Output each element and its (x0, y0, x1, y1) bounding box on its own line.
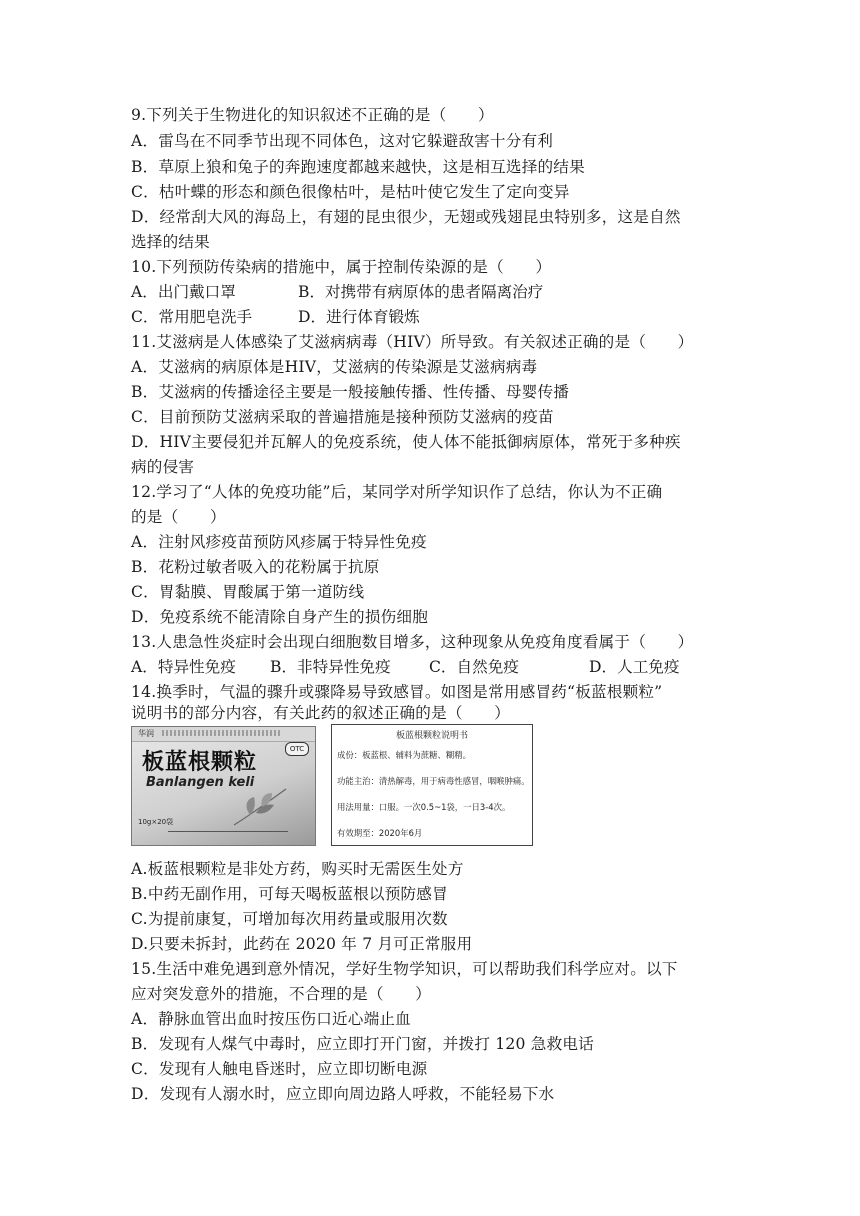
package-fine-print (162, 730, 282, 736)
q13-option-a: A．特异性免疫 (131, 658, 236, 676)
instruction-leaflet (331, 724, 533, 846)
q14-option-b: B.中药无副作用，可每天喝板蓝根以预防感冒 (131, 885, 448, 903)
q11-option-b: B．艾滋病的传播途径主要是一般接触传播、性传播、母婴传播 (131, 383, 570, 401)
otc-badge: OTC (285, 742, 309, 756)
q14-option-d: D.只要未拆封，此药在 2020 年 7 月可正常服用 (131, 935, 473, 953)
q12-stem: 12.学习了“人体的免疫功能”后，某同学对所学知识作了总结，你认为不正确 (131, 483, 663, 501)
package-pinyin: Banlangen keli (146, 775, 255, 790)
q14-stem: 14.换季时，气温的骤升或骤降易导致感冒。如图是常用感冒药“板蓝根颗粒” (131, 683, 663, 701)
package-spec: 10g×20袋 (138, 818, 174, 826)
medicine-figure (131, 724, 533, 846)
q14-option-c: C.为提前康复，可增加每次用药量或服用次数 (131, 910, 448, 928)
q10-option-c: C．常用肥皂洗手 (131, 308, 253, 326)
q9-option-d-cont: 选择的结果 (131, 233, 210, 251)
package-product-name: 板蓝根颗粒 (142, 750, 258, 775)
q12-stem-cont: 的是（ ） (131, 508, 226, 526)
q12-option-a: A．注射风疹疫苗预防风疹属于特异性免疫 (131, 533, 427, 551)
q12-option-c: C．胃黏膜、胃酸属于第一道防线 (131, 583, 365, 601)
leaflet-expiry: 有效期至：2020年6月 (337, 828, 423, 838)
q13-option-c: C．自然免疫 (429, 658, 519, 676)
q11-option-d-cont: 病的侵害 (131, 458, 195, 476)
q13-option-b: B．非特异性免疫 (270, 658, 391, 676)
q15-option-c: C．发现有人触电昏迷时，应立即切断电源 (131, 1060, 428, 1078)
q9-option-a: A．雷鸟在不同季节出现不同体色，这对它躲避敌害十分有利 (131, 132, 554, 150)
q10-stem: 10.下列预防传染病的措施中，属于控制传染源的是（ ） (131, 258, 552, 276)
leaflet-indications: 功能主治：清热解毒，用于病毒性感冒，咽喉肿痛。 (337, 776, 530, 786)
q15-stem-cont: 应对突发意外的措施，不合理的是（ ） (131, 985, 432, 1003)
leaflet-ingredients: 成份：板蓝根、辅料为蔗糖、糊精。 (337, 750, 471, 760)
herb-leaf-icon (230, 785, 290, 827)
q9-option-c: C．枯叶蝶的形态和颜色很像枯叶，是枯叶使它发生了定向变异 (131, 183, 570, 201)
package-brand: 华润 (138, 729, 154, 738)
q10-option-d: D．进行体育锻炼 (298, 308, 420, 326)
q9-option-d: D．经常刮大风的海岛上，有翅的昆虫很少，无翅或残翅昆虫特别多，这是自然 (131, 208, 681, 226)
package-manufacturer-strip (168, 831, 288, 842)
q15-option-b: B．发现有人煤气中毒时，应立即打开门窗，并拨打 120 急救电话 (131, 1035, 594, 1053)
q13-option-d: D．人工免疫 (589, 658, 680, 676)
q15-stem: 15.生活中难免遇到意外情况，学好生物学知识，可以帮助我们科学应对。以下 (131, 960, 678, 978)
q11-option-a: A．艾滋病的病原体是HIV，艾滋病的传染源是艾滋病病毒 (131, 358, 538, 376)
leaflet-title: 板蓝根颗粒说明书 (395, 731, 468, 741)
q15-option-a: A．静脉血管出血时按压伤口近心端止血 (131, 1010, 411, 1028)
q9-option-b: B．草原上狼和兔子的奔跑速度都越来越快，这是相互选择的结果 (131, 158, 585, 176)
q11-option-c: C．目前预防艾滋病采取的普遍措施是接种预防艾滋病的疫苗 (131, 408, 554, 426)
q15-option-d: D．发现有人溺水时，应立即向周边路人呼救，不能轻易下水 (131, 1085, 555, 1103)
package-top-strip (132, 727, 315, 742)
q11-stem: 11.艾滋病是人体感染了艾滋病病毒（HIV）所导致。有关叙述正确的是（ ） (131, 333, 694, 351)
leaflet-dosage: 用法用量：口服。一次0.5~1袋，一日3-4次。 (337, 802, 511, 812)
q14-option-a: A.板蓝根颗粒是非处方药，购买时无需医生处方 (131, 860, 464, 878)
q11-option-d: D．HIV主要侵犯并瓦解人的免疫系统，使人体不能抵御病原体，常死于多种疾 (131, 433, 681, 451)
q10-option-a: A．出门戴口罩 (131, 283, 236, 301)
medicine-package-image (131, 726, 316, 846)
q13-stem: 13.人患急性炎症时会出现白细胞数目增多，这种现象从免疫角度看属于（ ） (131, 633, 694, 651)
q9-stem: 9.下列关于生物进化的知识叙述不正确的是（ ） (131, 106, 494, 124)
q14-stem-cont: 说明书的部分内容，有关此药的叙述正确的是（ ） (131, 704, 511, 722)
q12-option-b: B．花粉过敏者吸入的花粉属于抗原 (131, 558, 380, 576)
q12-option-d: D．免疫系统不能清除自身产生的损伤细胞 (131, 608, 428, 626)
q10-option-b: B．对携带有病原体的患者隔离治疗 (298, 283, 544, 301)
